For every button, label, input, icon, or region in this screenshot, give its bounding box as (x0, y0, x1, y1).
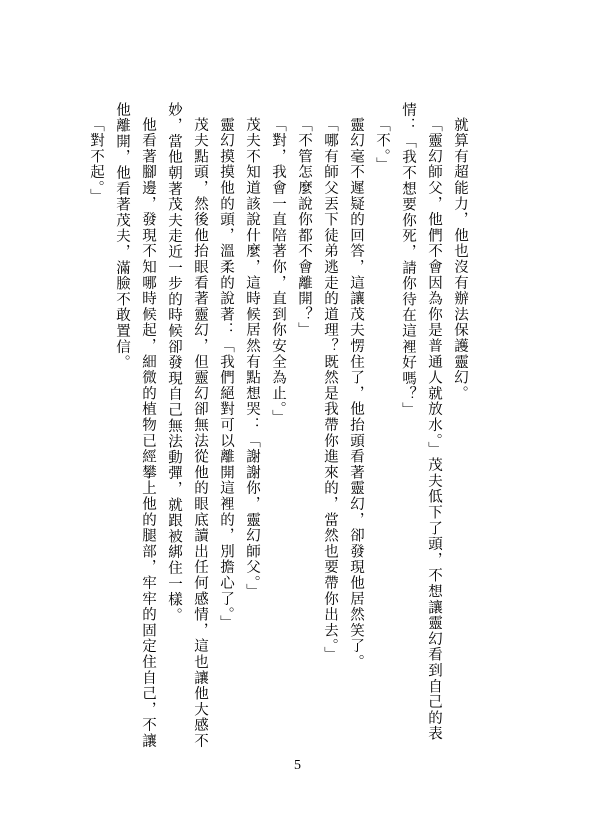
paragraph: 他看著腳邊，發現不知哪時候起，細微的植物已經攀上他的腿部，牢牢的固定住自己，不讓他離開，他看著茂夫，滿臉不敢置信。 (114, 102, 156, 749)
paragraph: 「靈幻師父，他們不會因為你是普通人就放水。」茂夫低下了頭，不想讓靈幻看到自己的表情：「我不想要你死，請你待在這裡好嗎？」 (400, 102, 442, 742)
paragraph: 「對不起。」 (88, 116, 104, 205)
paragraph: 靈幻毫不遲疑的回答，這讓茂夫愣住了，他抬頭看著靈幻，卻發現他居然笑了。 (348, 116, 364, 670)
paragraph: 「不管怎麼說你都不會離開？」 (296, 116, 312, 338)
paragraph: 靈幻摸摸他的頭，溫柔的說著：「我們絕對可以離開這裡的，別擔心了。」 (218, 116, 234, 631)
paragraph: 「哪有師父丟下徒弟逃走的道理？既然是我帶你進來的，當然也要帶你出去。」 (322, 116, 338, 663)
paragraph: 茂夫不知道該說什麼，這時候居然有點想哭：「謝謝你，靈幻師父。」 (244, 116, 260, 600)
paragraph: 「不。」 (374, 116, 390, 173)
page-number: 5 (294, 758, 301, 773)
paragraph: 茂夫點頭，然後他抬眼看著靈幻，但靈幻卻無法從他的眼底讀出任何感情，這也讓他大感不妙，當他朝著茂夫走近一步的時候卻發現自己無法動彈，就跟被綁住一樣。 (166, 102, 208, 749)
paragraph: 就算有超能力，他也沒有辦法保護靈幻。 (452, 116, 468, 401)
vertical-text-body (83, 102, 473, 752)
paragraph: 「對，我會一直陪著你，直到你安全為止。」 (270, 116, 286, 426)
